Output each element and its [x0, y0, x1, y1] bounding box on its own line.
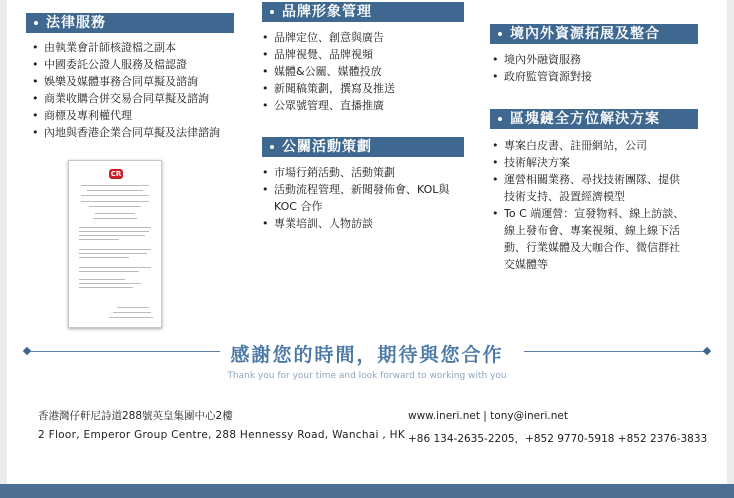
brand-management-title: 品牌形象管理 — [282, 4, 372, 20]
list-item: • 媒體&公關、媒體投放 — [260, 63, 470, 80]
cert-line — [79, 283, 141, 284]
cert-line — [79, 249, 151, 250]
cert-line — [79, 231, 149, 232]
thanks-heading: 感謝您的時間，期待與您合作 — [230, 344, 504, 366]
brand-management-header — [262, 2, 464, 22]
legal-services-header — [26, 13, 234, 33]
list-item: • 境內外融資服務 — [490, 51, 700, 68]
list-item: • 新聞稿策劃，撰寫及推送 — [260, 80, 470, 97]
cert-line — [81, 185, 149, 186]
list-item: • 品牌定位、創意與廣告 — [260, 29, 470, 46]
list-item: • 專業培訓、人物訪談 — [260, 215, 465, 232]
list-item: • 專案白皮書、註冊網站，公司 — [490, 137, 688, 154]
list-item: • 娛樂及媒體事務合同草擬及諮詢 — [30, 73, 250, 90]
cert-line — [79, 267, 151, 268]
cert-line — [95, 213, 135, 214]
cert-line — [87, 190, 143, 191]
list-item: • 商標及專利權代理 — [30, 107, 250, 124]
cert-line — [117, 307, 149, 308]
cert-line — [79, 257, 129, 258]
address-english: 2 Floor, Emperor Group Centre, 288 Hennessy Road, Wanchai , HK — [38, 429, 406, 441]
cert-line — [79, 253, 147, 254]
list-item: • 中國委託公證人服務及檔認證 — [30, 56, 250, 73]
list-item: • To C 端運營：宣發物料、線上訪談、線上發布會、專案視頻、線上線下活動、行業媒體及大咖合作、微信群社交媒體等 — [490, 205, 688, 273]
pr-events-title: 公關活動策劃 — [282, 139, 372, 155]
list-item: • 活動流程管理、新聞發佈會、KOL與 KOC 合作 — [260, 181, 465, 215]
list-item: • 公眾號管理、直播推廣 — [260, 97, 470, 114]
bullet-dot-icon — [498, 32, 502, 36]
cert-line — [113, 312, 151, 313]
bullet-dot-icon — [498, 117, 502, 121]
brand-management-list — [260, 29, 470, 114]
bullet-dot-icon — [34, 21, 38, 25]
blockchain-title: 區塊鏈全方位解決方案 — [510, 111, 660, 127]
cert-line — [79, 271, 139, 272]
divider-right — [524, 351, 704, 352]
cert-line — [89, 206, 141, 207]
legal-services-title: 法律服務 — [46, 15, 106, 31]
legal-services-list — [30, 39, 250, 141]
list-item: • 內地與香港企業合同草擬及法律諮詢 — [30, 124, 250, 141]
certificate-logo: CR — [110, 170, 122, 178]
cert-line — [79, 235, 145, 236]
bullet-dot-icon — [270, 145, 274, 149]
cert-line — [79, 239, 119, 240]
resources-header — [490, 24, 698, 44]
right-margin-band — [727, 0, 734, 498]
footer-bar — [0, 484, 734, 498]
cert-line — [79, 227, 151, 228]
list-item: • 運營相關業務、尋找技術團隊、提供技術支持、設置經濟模型 — [490, 171, 688, 205]
left-margin-band — [0, 0, 7, 498]
resources-list — [490, 51, 700, 85]
certificate-image — [68, 160, 162, 328]
list-item: • 市場行銷活動、活動策劃 — [260, 164, 465, 181]
list-item: • 政府監管資源對接 — [490, 68, 700, 85]
bullet-dot-icon — [270, 10, 274, 14]
cert-line — [93, 218, 137, 219]
list-item: • 技術解決方案 — [490, 154, 688, 171]
thanks-subheading: Thank you for your time and look forward to working with you — [227, 371, 507, 381]
thanks-banner — [24, 340, 710, 364]
list-item: • 品牌視覺、品牌視頻 — [260, 46, 470, 63]
cert-line — [79, 287, 133, 288]
pr-events-header — [262, 137, 464, 157]
web-email: www.ineri.net | tony@ineri.net — [408, 410, 568, 422]
address-chinese: 香港灣仔軒尼詩道288號英皇集團中心2樓 — [38, 410, 233, 422]
list-item: • 由執業會計師核證檔之副本 — [30, 39, 250, 56]
resources-title: 境內外資源拓展及整合 — [510, 26, 660, 42]
cert-line — [109, 317, 153, 318]
blockchain-header — [490, 109, 698, 129]
pr-events-list — [260, 164, 465, 232]
phone-numbers: +86 134-2635-2205，+852 9770-5918 +852 2376-3833 — [408, 433, 708, 445]
cert-line — [81, 195, 149, 196]
cert-line — [81, 201, 149, 202]
blockchain-list — [490, 137, 688, 273]
list-item: • 商業收購合併交易合同草擬及諮詢 — [30, 90, 250, 107]
cert-line — [79, 279, 125, 280]
